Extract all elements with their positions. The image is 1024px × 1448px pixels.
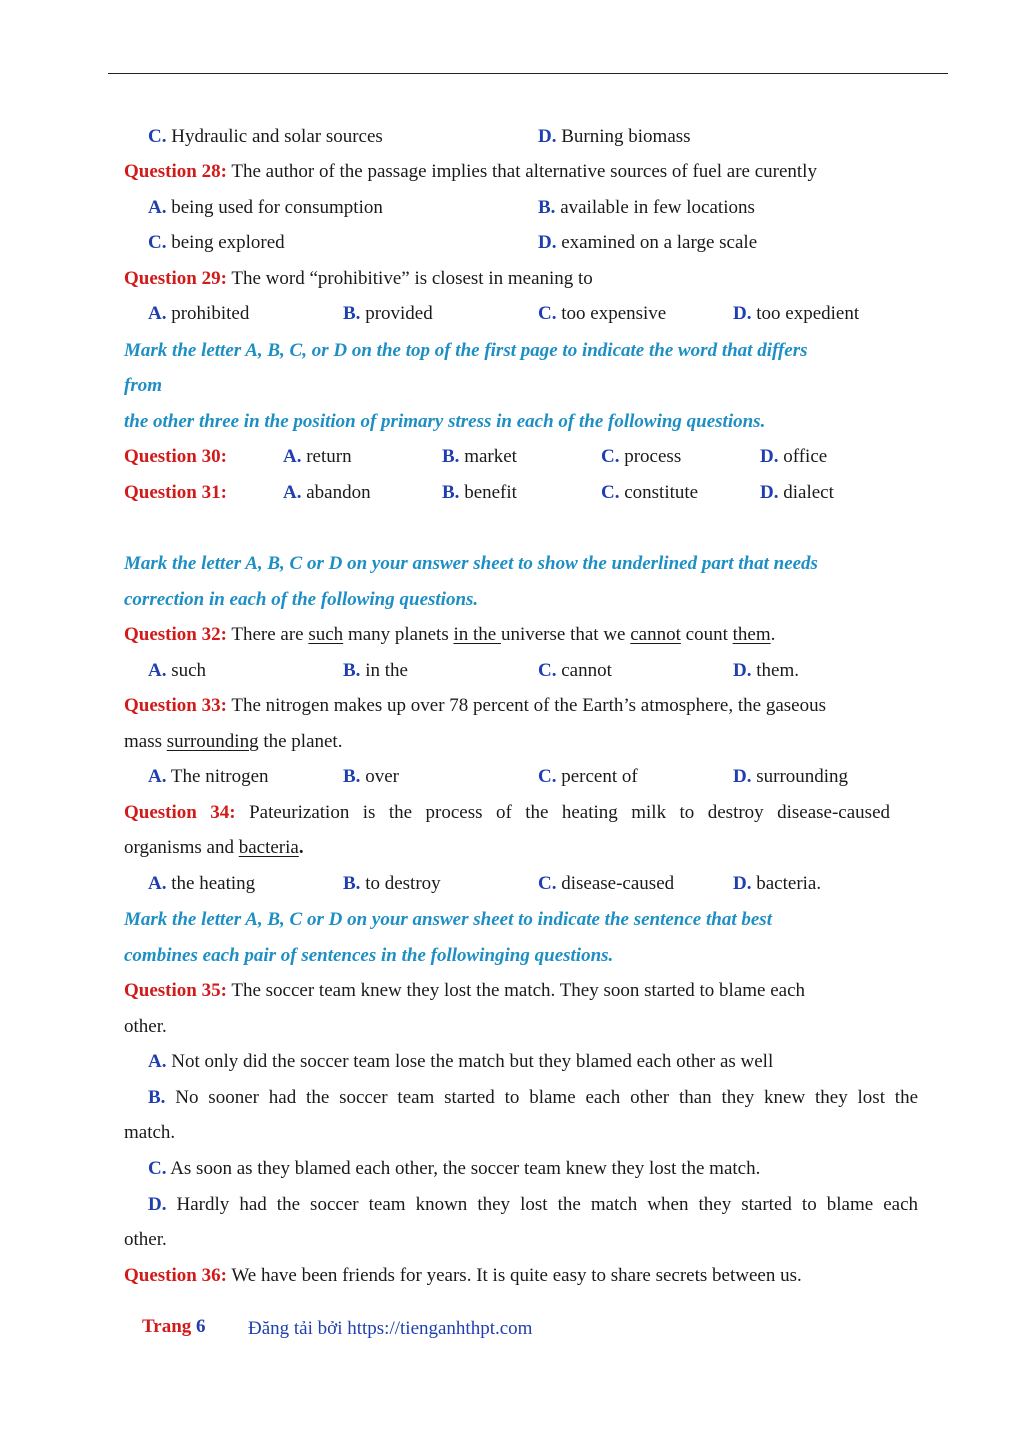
q34-options [148, 871, 928, 897]
option-text: available in few locations [560, 197, 755, 218]
option-letter: D. [760, 482, 779, 503]
option-letter: D. [733, 766, 752, 787]
option-letter: B. [148, 1087, 166, 1108]
q35-option-d [148, 1192, 918, 1218]
option-letter: C. [601, 482, 620, 503]
question-29 [124, 266, 904, 292]
instruction-error-line2: correction in each of the following questions. [124, 589, 479, 610]
question-text [231, 624, 775, 645]
option-letter: A. [283, 446, 302, 467]
q32-options [148, 658, 928, 684]
option-text: The nitrogen [170, 766, 269, 787]
option-text: constitute [624, 482, 699, 503]
option-letter: A. [148, 766, 167, 787]
option-text: them. [756, 660, 799, 681]
question-label: Question 29: [124, 268, 227, 289]
option-letter: A. [148, 1051, 167, 1072]
option-text: Not only did the soccer team lose the match but they blamed each other as well [171, 1051, 774, 1072]
q28-options-ab [148, 195, 928, 221]
question-34 [124, 800, 890, 826]
text-run: organisms and [124, 837, 239, 858]
option-letter: D. [538, 126, 557, 147]
option-text: process [624, 446, 682, 467]
q35-option-c [148, 1156, 928, 1182]
option-text: Hydraulic and solar sources [171, 126, 383, 147]
option-text: return [306, 446, 352, 467]
option-text: to destroy [365, 873, 441, 894]
option-letter: B. [343, 660, 361, 681]
option-text: Hardly had the soccer team known they lost the match when they started to blame each [176, 1194, 919, 1215]
option-text: As soon as they blamed each other, the soccer team knew they lost the match. [170, 1158, 761, 1179]
text-run: mass [124, 731, 167, 752]
question-label: Question 33: [124, 695, 227, 716]
page-number-value: 6 [196, 1316, 206, 1337]
question-36 [124, 1263, 904, 1289]
option-text: the heating [171, 873, 256, 894]
option-letter: B. [442, 446, 460, 467]
option-text: abandon [306, 482, 371, 503]
instruction-stress-line2: from [124, 375, 162, 396]
option-text: No sooner had the soccer team started to blame each other than they knew they lost the [175, 1087, 919, 1108]
instruction-stress-line1: Mark the letter A, B, C, or D on the top of the first page to indicate the word that differs [124, 340, 808, 361]
instruction-combine-line2: combines each pair of sentences in the followinging questions. [124, 945, 614, 966]
question-label: Question 32: [124, 624, 227, 645]
footer-source-link[interactable]: Đăng tải bởi https://tienganhthpt.com [248, 1318, 533, 1339]
q35-option-b [148, 1085, 918, 1111]
question-33-cont [124, 729, 904, 755]
option-letter: A. [148, 303, 167, 324]
question-31 [124, 480, 904, 506]
option-letter: C. [148, 126, 167, 147]
question-label: Question 36: [124, 1265, 227, 1286]
question-34-cont [124, 835, 904, 861]
option-text: disease-caused [561, 873, 675, 894]
option-letter: C. [538, 873, 557, 894]
question-label: Question 28: [124, 161, 227, 182]
option-text: market [464, 446, 517, 467]
underlined-part: such [308, 624, 344, 645]
q27-options-cd [148, 124, 928, 150]
option-letter: D. [538, 232, 557, 253]
option-letter: C. [148, 1158, 167, 1179]
question-label: Question 31: [124, 482, 227, 503]
option-text: prohibited [171, 303, 250, 324]
question-text: The soccer team knew they lost the match. They soon started to blame each [231, 980, 806, 1001]
option-text: office [783, 446, 828, 467]
question-label: Question 30: [124, 446, 227, 467]
option-text: percent of [561, 766, 638, 787]
question-32 [124, 622, 904, 648]
option-text: surrounding [756, 766, 849, 787]
instruction-combine-line1: Mark the letter A, B, C or D on your answer sheet to indicate the sentence that best [124, 909, 772, 930]
q33-options [148, 764, 928, 790]
q29-options [148, 301, 928, 327]
text-run: count [680, 624, 733, 645]
underlined-part: cannot [630, 624, 681, 645]
option-letter: D. [733, 303, 752, 324]
question-text: We have been friends for years. It is quite easy to share secrets between us. [231, 1265, 802, 1286]
q35-option-a [148, 1049, 928, 1075]
option-letter: D. [760, 446, 779, 467]
option-text: benefit [464, 482, 517, 503]
question-35 [124, 978, 904, 1004]
header-rule [108, 73, 948, 74]
question-30 [124, 444, 904, 470]
option-letter: B. [343, 873, 361, 894]
underlined-part: bacteria [238, 837, 299, 858]
text-run: many planets [343, 624, 454, 645]
question-33 [124, 693, 904, 719]
option-text: dialect [783, 482, 834, 503]
option-letter: A. [148, 660, 167, 681]
q28-options-cd [148, 230, 928, 256]
q35-option-b-cont: match. [124, 1122, 176, 1143]
option-letter: B. [343, 766, 361, 787]
option-letter: D. [148, 1194, 167, 1215]
option-text: cannot [561, 660, 612, 681]
question-35-cont: other. [124, 1016, 167, 1037]
question-label: Question 34: [124, 802, 236, 823]
option-text: too expedient [756, 303, 860, 324]
option-text: Burning biomass [561, 126, 691, 147]
option-text: in the [365, 660, 408, 681]
underlined-part: them [732, 624, 771, 645]
question-text: The author of the passage implies that alternative sources of fuel are curently [231, 161, 817, 182]
question-label: Question 35: [124, 980, 227, 1001]
option-letter: C. [148, 232, 167, 253]
question-text: The word “prohibitive” is closest in meaning to [231, 268, 593, 289]
option-text: being used for consumption [171, 197, 383, 218]
text-run: . [770, 624, 776, 645]
option-letter: A. [283, 482, 302, 503]
q35-option-d-cont: other. [124, 1229, 167, 1250]
option-letter: C. [601, 446, 620, 467]
page-number [142, 1316, 206, 1338]
option-letter: C. [538, 766, 557, 787]
option-letter: B. [442, 482, 460, 503]
option-text: provided [365, 303, 433, 324]
instruction-stress-line3: the other three in the position of primary stress in each of the following questions. [124, 411, 766, 432]
option-letter: B. [538, 197, 556, 218]
option-text: being explored [171, 232, 285, 253]
option-text: such [171, 660, 207, 681]
option-text: examined on a large scale [561, 232, 758, 253]
option-letter: C. [538, 660, 557, 681]
underlined-part: in the [453, 624, 501, 645]
option-letter: D. [733, 873, 752, 894]
option-letter: D. [733, 660, 752, 681]
underlined-part: surrounding [166, 731, 259, 752]
text-run: the planet. [258, 731, 343, 752]
text-run: There are [231, 624, 309, 645]
option-text: over [365, 766, 399, 787]
instruction-error-line1: Mark the letter A, B, C or D on your answer sheet to show the underlined part that needs [124, 553, 818, 574]
option-letter: A. [148, 873, 167, 894]
option-letter: A. [148, 197, 167, 218]
question-text: Pateurization is the process of the heating milk to destroy disease-caused [249, 802, 890, 823]
option-text: too expensive [561, 303, 667, 324]
option-letter: B. [343, 303, 361, 324]
option-text: bacteria. [756, 873, 822, 894]
text-run: universe that we [500, 624, 631, 645]
question-text: The nitrogen makes up over 78 percent of the Earth’s atmosphere, the gaseous [231, 695, 826, 716]
text-run: . [298, 837, 304, 858]
page-label: Trang [142, 1316, 192, 1337]
option-letter: C. [538, 303, 557, 324]
question-28 [124, 159, 904, 185]
